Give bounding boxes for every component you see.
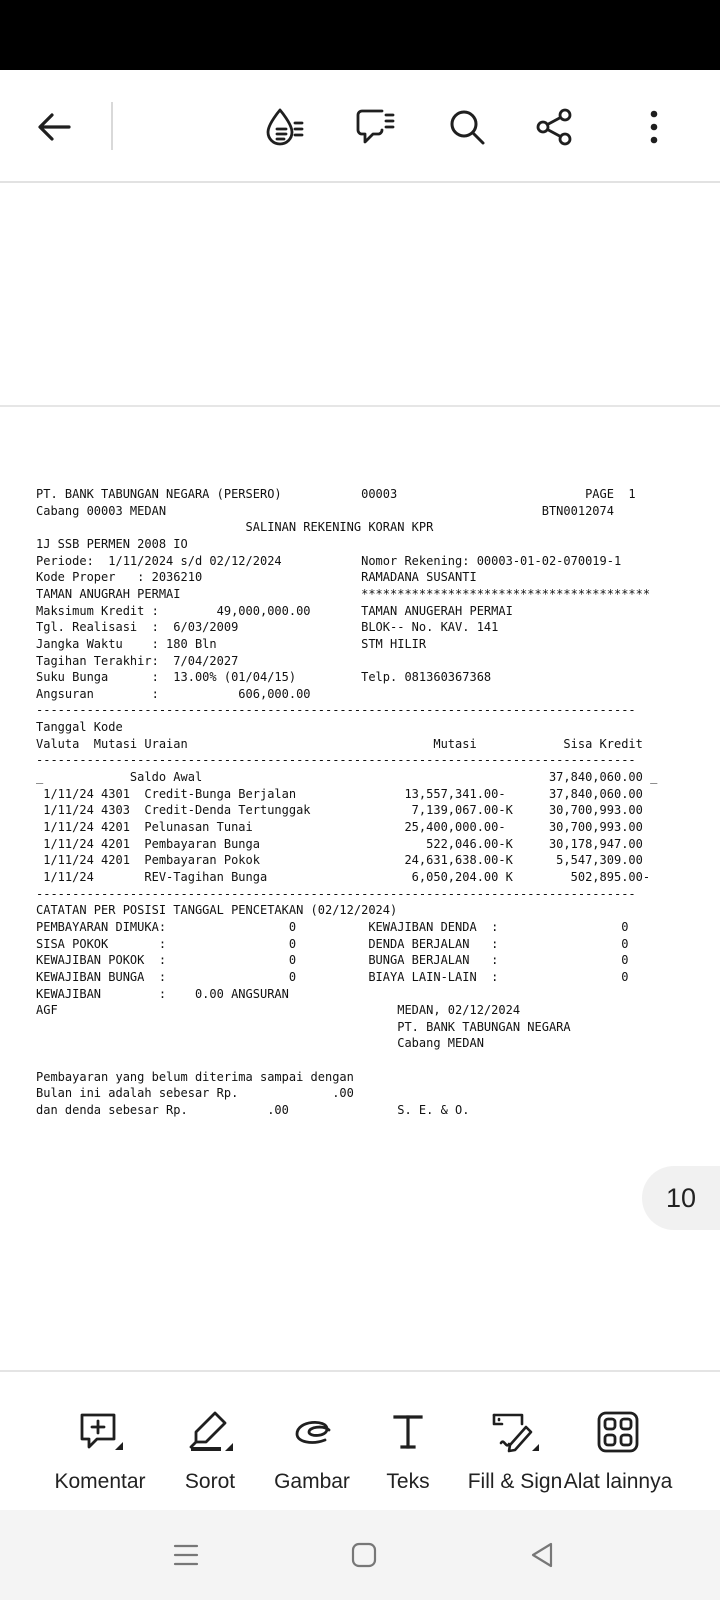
app-toolbar <box>0 70 720 183</box>
document-page <box>0 409 720 1369</box>
share-button[interactable] <box>528 100 582 154</box>
document-line: 1/11/24 4201 Pelunasan Tunai 25,400,000.00- 30,700,993.00 <box>36 820 643 834</box>
document-line: 1/11/24 4201 Pembayaran Pokok 24,631,638.00-K 5,547,309.00 <box>36 853 643 868</box>
system-back-button[interactable] <box>512 1530 572 1580</box>
system-nav-bar <box>0 1510 720 1600</box>
more-tools-icon <box>593 1407 643 1457</box>
more-options-button[interactable] <box>627 100 681 154</box>
page-number-indicator[interactable] <box>642 1166 720 1230</box>
document-line: 1/11/24 4301 Credit-Bunga Berjalan 13,557,341.00- 37,840,060.00 <box>36 786 643 801</box>
document-line: Jangka Waktu : 180 Bln STM HILIR <box>36 636 427 651</box>
previous-page-area <box>0 185 720 407</box>
document-line: Angsuran : 606,000.00 <box>36 686 311 701</box>
toolbar-divider <box>111 102 113 150</box>
document-line: Periode: 1/11/2024 s/d 02/12/2024 Nomor Rekening: 00003-01-02-070019-1 <box>36 553 622 568</box>
document-line: KEWAJIBAN BUNGA : 0 BIAYA LAIN-LAIN : 0 <box>36 969 629 984</box>
home-button[interactable] <box>334 1530 394 1580</box>
text-icon <box>383 1407 433 1457</box>
search-icon <box>445 105 489 149</box>
liquid-mode-button[interactable] <box>257 100 311 154</box>
document-line: Tanggal Kode <box>36 720 123 735</box>
comments-list-icon <box>353 105 397 149</box>
tool-label-alat-lainnya: Alat lainnya <box>563 1470 673 1493</box>
document-line: SISA POKOK : 0 DENDA BERJALAN : 0 <box>36 936 629 951</box>
draw-icon <box>287 1407 337 1457</box>
more-vertical-icon <box>632 105 676 149</box>
document-line: CATATAN PER POSISI TANGGAL PENCETAKAN (02/12/2024) <box>36 903 398 918</box>
document-line: PT. BANK TABUNGAN NEGARA (PERSERO) 00003 PAGE 1 <box>36 487 636 501</box>
document-line: TAMAN ANUGRAH PERMAI **************************************** <box>36 586 651 601</box>
home-icon <box>347 1538 381 1572</box>
tool-alat-lainnya[interactable] <box>558 1372 678 1512</box>
status-bar <box>0 0 720 70</box>
tool-komentar[interactable] <box>40 1372 160 1512</box>
comments-button[interactable] <box>348 100 402 154</box>
highlighter-icon <box>185 1407 235 1457</box>
back-button[interactable] <box>28 100 82 154</box>
recent-apps-icon <box>169 1538 203 1572</box>
document-line: ----------------------------------------------------------------------------------- <box>36 886 636 901</box>
document-line: Valuta Mutasi Uraian Mutasi Sisa Kredit <box>36 736 643 751</box>
tool-label-fill-sign: Fill & Sign <box>467 1470 563 1493</box>
document-line: Tagihan Terakhir: 7/04/2027 <box>36 653 239 668</box>
bottom-toolbar <box>0 1370 720 1510</box>
page-number: 10 <box>666 1182 697 1213</box>
document-line: Kode Proper : 2036210 RAMADANA SUSANTI <box>36 570 477 585</box>
document-line: PEMBAYARAN DIMUKA: 0 KEWAJIBAN DENDA : 0 <box>36 919 629 934</box>
tool-label-sorot: Sorot <box>184 1470 236 1493</box>
document-line: AGF MEDAN, 02/12/2024 <box>36 1003 521 1018</box>
document-line: Cabang 00003 MEDAN BTN0012074 <box>36 503 614 518</box>
document-line: Suku Bunga : 13.00% (01/04/15) Telp. 081360367368 <box>36 670 492 685</box>
add-comment-icon <box>75 1407 125 1457</box>
document-line: 1/11/24 4303 Credit-Denda Tertunggak 7,139,067.00-K 30,700,993.00 <box>36 803 643 818</box>
document-line: ----------------------------------------------------------------------------------- <box>36 753 636 768</box>
document-line: Cabang MEDAN <box>36 1036 484 1051</box>
back-arrow-icon <box>33 105 77 149</box>
liquid-mode-icon <box>262 105 306 149</box>
document-line: KEWAJIBAN : 0.00 ANGSURAN <box>36 986 289 1001</box>
search-button[interactable] <box>440 100 494 154</box>
document-line: Pembayaran yang belum diterima sampai dengan <box>36 1069 354 1084</box>
document-line: _ Saldo Awal 37,840,060.00 _ <box>36 770 658 785</box>
tool-label-komentar: Komentar <box>54 1470 146 1493</box>
recent-apps-button[interactable] <box>156 1530 216 1580</box>
back-icon <box>525 1538 559 1572</box>
document-line: SALINAN REKENING KORAN KPR <box>36 520 434 535</box>
document-line: 1J SSB PERMEN 2008 IO <box>36 536 188 551</box>
share-icon <box>533 105 577 149</box>
document-line: KEWAJIBAN POKOK : 0 BUNGA BERJALAN : 0 <box>36 953 629 968</box>
tool-teks[interactable] <box>348 1372 468 1512</box>
document-line: Tgl. Realisasi : 6/03/2009 BLOK-- No. KAV. 141 <box>36 620 499 635</box>
document-line: Maksimum Kredit : 49,000,000.00 TAMAN ANUGERAH PERMAI <box>36 603 513 618</box>
document-line: 1/11/24 REV-Tagihan Bunga 6,050,204.00 K 502,895.00- <box>36 869 651 884</box>
fill-sign-icon <box>490 1407 540 1457</box>
document-line: ----------------------------------------------------------------------------------- <box>36 703 636 718</box>
tool-label-gambar: Gambar <box>274 1470 350 1493</box>
document-line: 1/11/24 4201 Pembayaran Bunga 522,046.00-K 30,178,947.00 <box>36 836 643 851</box>
document-line: PT. BANK TABUNGAN NEGARA <box>36 1019 571 1034</box>
document-line: Bulan ini adalah sebesar Rp. .00 <box>36 1086 354 1101</box>
document-line: dan denda sebesar Rp. .00 S. E. & O. <box>36 1103 470 1118</box>
tool-label-teks: Teks <box>386 1470 430 1493</box>
tool-fill-sign[interactable] <box>455 1372 575 1512</box>
